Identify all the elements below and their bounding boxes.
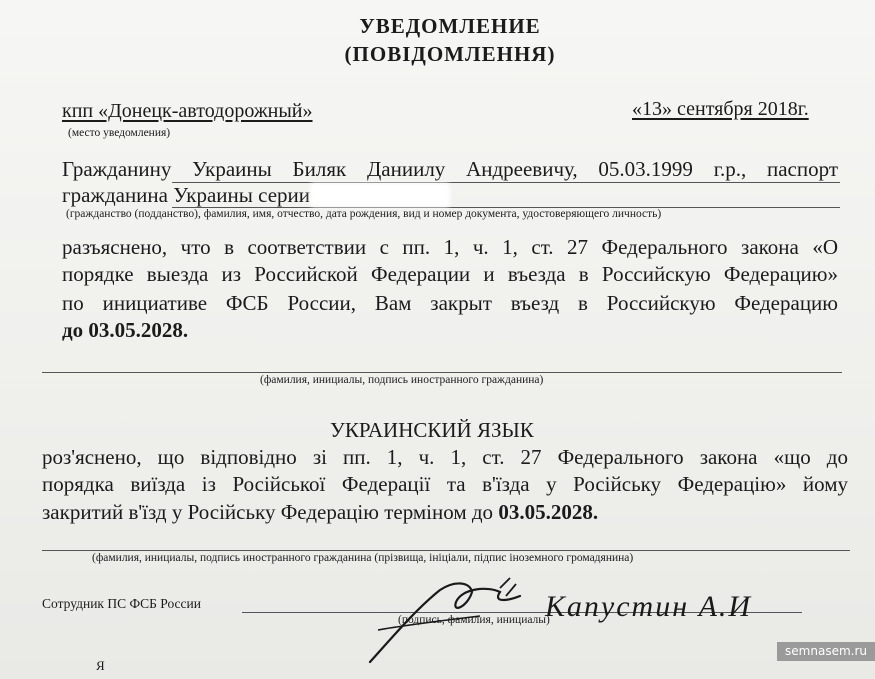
ua-text-line-2: порядка виїзда із Російської Федерації та в'їзда у Російську Федерацію» йому: [42, 472, 848, 496]
ua-heading: УКРАИНСКИЙ ЯЗЫК: [330, 418, 534, 442]
notice-place: кпп «Донецк-автодорожный»: [62, 100, 313, 122]
recipient-line-2: гражданина Украины серии: [62, 183, 310, 207]
ua-text-line-3: [42, 500, 598, 525]
recipient-line-1: Гражданину Украины Биляк Даниилу Андреевичу, 05.03.1999 г.р., паспорт: [62, 157, 838, 181]
ru-text-line-3: по инициативе ФСБ России, Вам закрыт въезд в Российскую Федерацию: [62, 291, 838, 315]
document-title: УВЕДОМЛЕНИЕ: [359, 14, 541, 38]
ua-text-line-3-prefix: закритий в'їзд у Російську Федерацію терміном до: [42, 500, 494, 524]
ru-text-line-1: разъяснено, что в соответствии с пп. 1, ч. 1, ст. 27 Федерального закона «О: [62, 235, 838, 259]
signature-caption-1: (фамилия, инициалы, подпись иностранного гражданина): [260, 374, 544, 386]
redacted-passport-number: [310, 183, 450, 207]
signature-caption-2: (фамилия, инициалы, подпись иностранного гражданина (прізвища, ініціали, підпис іноземного громадянина): [92, 552, 634, 564]
footer-letter: Я: [96, 658, 105, 673]
recipient-caption: (гражданство (подданство), фамилия, имя, отчество, дата рождения, вид и номер документа, удостоверяющего личность): [66, 208, 662, 220]
ua-text-line-1: роз'яснено, що відповідно зі пп. 1, ч. 1, ст. 27 Федерального закона «що до: [42, 445, 848, 469]
ua-text-line-3-date: 03.05.2028.: [498, 500, 599, 524]
officer-signature-text: Капустин А.И: [545, 590, 753, 623]
officer-signature: [360, 570, 780, 670]
notice-place-caption: (место уведомления): [68, 127, 171, 139]
officer-label: Сотрудник ПС ФСБ России: [42, 596, 201, 611]
document-title-ua: (ПОВІДОМЛЕННЯ): [344, 42, 556, 66]
officer-caption: (подпись, фамилия, инициалы): [398, 614, 550, 626]
notice-date: «13» сентября 2018г.: [632, 98, 809, 120]
ru-text-line-4: до 03.05.2028.: [62, 318, 189, 342]
signature-line-2: [42, 550, 850, 551]
ru-text-line-2: порядке выезда из Российской Федерации и въезда в Российскую Федерацию»: [62, 262, 838, 286]
signature-line-1: [42, 372, 842, 373]
watermark: semnasem.ru: [777, 642, 875, 661]
